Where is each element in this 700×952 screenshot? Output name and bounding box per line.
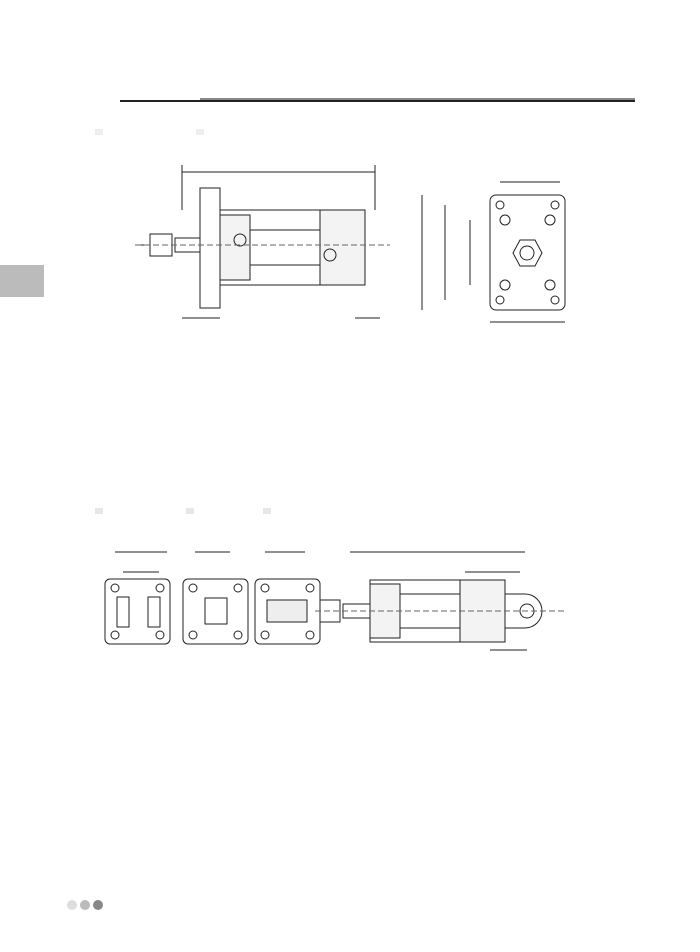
mf1-label: [95, 129, 103, 135]
side-tab-letter: [0, 265, 44, 297]
header-rule: [120, 100, 635, 102]
footer-dots: [66, 898, 110, 912]
mf2-label: [196, 129, 204, 135]
p3-label: [186, 508, 194, 514]
clevis-cylinder-drawing: [95, 532, 615, 667]
mp1-label: [95, 508, 103, 514]
flange-cylinder-drawing: [120, 150, 620, 350]
mp3-label: [263, 508, 271, 514]
header-rule-upper: [200, 98, 635, 100]
